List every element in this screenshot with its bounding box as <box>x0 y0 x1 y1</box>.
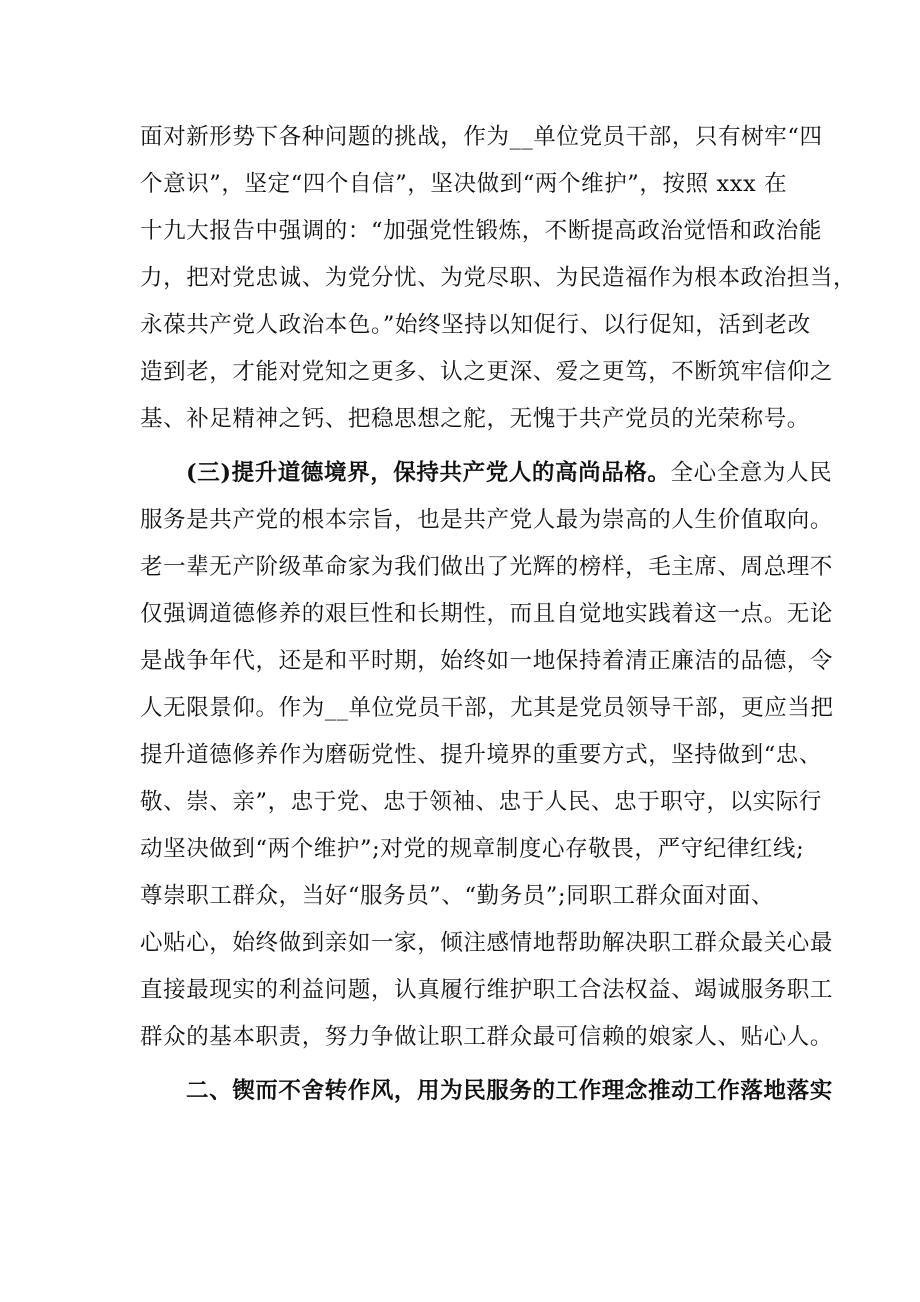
paragraph-line: 群众的基本职责，努力争做让职工群众最可信赖的娘家人、贴心人。 <box>140 1024 834 1050</box>
paragraph-line: 基、补足精神之钙、把稳思想之舵，无愧于共产党员的光荣称号。 <box>140 406 810 432</box>
paragraph-line: 造到老，才能对党知之更多、认之更深、爱之更笃，不断筑牢信仰之 <box>140 359 834 385</box>
paragraph-line: 人无限景仰。作为__单位党员干部，尤其是党员领导干部，更应当把 <box>140 695 834 721</box>
paragraph-line: 面对新形势下各种问题的挑战，作为__单位党员干部，只有树牢“四 <box>140 124 823 150</box>
paragraph-line: 十九大报告中强调的：“加强党性锻炼，不断提高政治觉悟和政治能 <box>140 218 823 244</box>
subsection-first-line <box>186 453 832 493</box>
paragraph-line: 动坚决做到“两个维护”;对党的规章制度心存敬畏，严守纪律红线; <box>140 836 805 862</box>
paragraph-line: 是战争年代，还是和平时期，始终如一地保持着清正廉洁的品德，令 <box>140 648 834 674</box>
paragraph-line: 敬、崇、亲”，忠于党、忠于领袖、忠于人民、忠于职守，以实际行 <box>140 789 823 815</box>
paragraph-line: 直接最现实的利益问题，认真履行维护职工合法权益、竭诚服务职工 <box>140 977 834 1003</box>
paragraph-line: 老一辈无产阶级革命家为我们做出了光辉的榜样，毛主席、周总理不 <box>140 554 834 580</box>
subsection-first-line-text: 全心全意为人民 <box>670 460 833 486</box>
paragraph-line: 永葆共产党人政治本色。”始终坚持以知促行、以行促知，活到老改 <box>140 312 811 338</box>
paragraph-line: 力，把对党忠诚、为党分忧、为党尽职、为民造福作为根本政治担当， <box>140 265 857 291</box>
paragraph-line: 个意识”，坚定“四个自信”，坚决做到“两个维护”，按照 xxx 在 <box>140 171 788 197</box>
paragraph-line: 尊崇职工群众，当好“服务员”、“勤务员”;同职工群众面对面、 <box>140 883 775 909</box>
section-heading: 二、锲而不舍转作风，用为民服务的工作理念推动工作落地落实 <box>186 1078 833 1104</box>
paragraph-line: 仅强调道德修养的艰巨性和长期性，而且自觉地实践着这一点。无论 <box>140 601 834 627</box>
paragraph-line: 提升道德修养作为磨砺党性、提升境界的重要方式，坚持做到“忠、 <box>140 742 823 768</box>
paragraph-line: 心贴心，始终做到亲如一家，倾注感情地帮助解决职工群众最关心最 <box>140 930 834 956</box>
subsection-heading: (三)提升道德境界，保持共产党人的高尚品格。 <box>186 460 671 486</box>
paragraph-line: 服务是共产党的根本宗旨，也是共产党人最为崇高的人生价值取向。 <box>140 507 834 533</box>
